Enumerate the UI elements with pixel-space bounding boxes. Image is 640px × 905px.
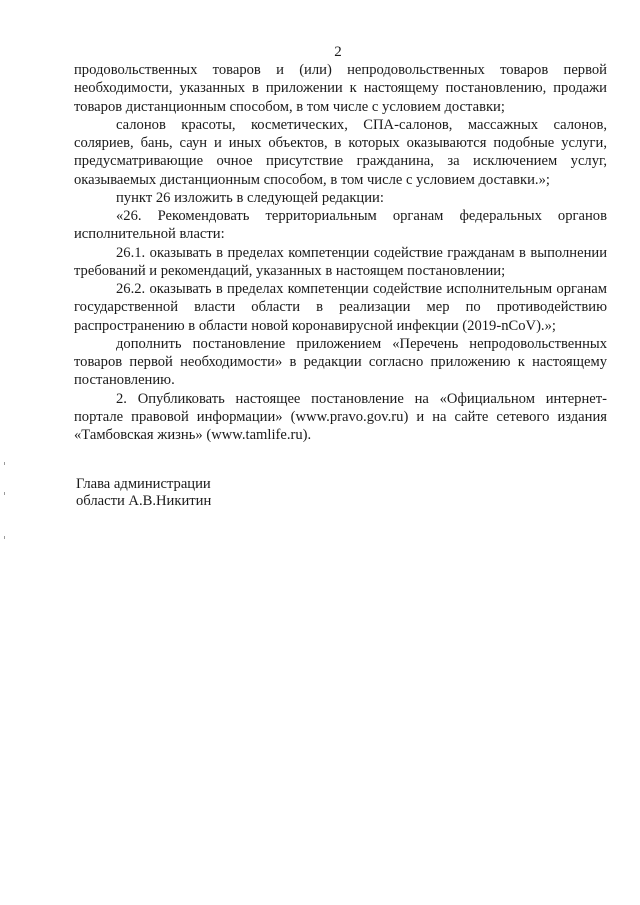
paragraph: продовольственных товаров и (или) непродовольственных товаров первой необходимости, указанных в приложении к настоящему постановлению, продажи товаров дистанционным способом, в том числе с условием доставки;: [74, 62, 607, 115]
scan-mark: [4, 492, 5, 495]
signature-name: области А.В.Никитин: [76, 493, 212, 509]
scan-mark: [4, 536, 5, 539]
paragraph: «26. Рекомендовать территориальным органам федеральных органов исполнительной власти:: [74, 208, 607, 243]
paragraph: пункт 26 изложить в следующей редакции:: [116, 189, 384, 206]
paragraph: 26.2. оказывать в пределах компетенции содействие исполнительным органам государственной власти области в реализации мер по противодействию распространению в области новой коронавирусной инфекции (2019-nCoV).»;: [74, 281, 607, 334]
document-body: [74, 61, 607, 444]
paragraph: салонов красоты, косметических, СПА-салонов, массажных салонов, соляриев, бань, саун и иных объектов, в которых оказываются подобные услуги, предусматривающие очное присутствие гражданина, за исключением услуг, оказываемых дистанционным способом, в том числе с условием доставки.»;: [74, 116, 607, 188]
paragraph: дополнить постановление приложением «Перечень непродовольственных товаров первой необходимости» в редакции согласно приложению к настоящему постановлению.: [74, 335, 607, 389]
paragraph: 2. Опубликовать настоящее постановление на «Официальном интернет-портале правовой информации» (www.pravo.gov.ru) и на сайте сетевого издания «Тамбовская жизнь» (www.tamlife.ru).: [74, 390, 607, 443]
signature-block: [76, 476, 211, 510]
paragraph: 26.1. оказывать в пределах компетенции содействие гражданам в выполнении требований и рекомендаций, указанных в настоящем постановлении;: [74, 244, 607, 279]
page-number: 2: [334, 44, 342, 60]
signature-title: Глава администрации: [76, 476, 211, 492]
scan-mark: [4, 462, 5, 465]
